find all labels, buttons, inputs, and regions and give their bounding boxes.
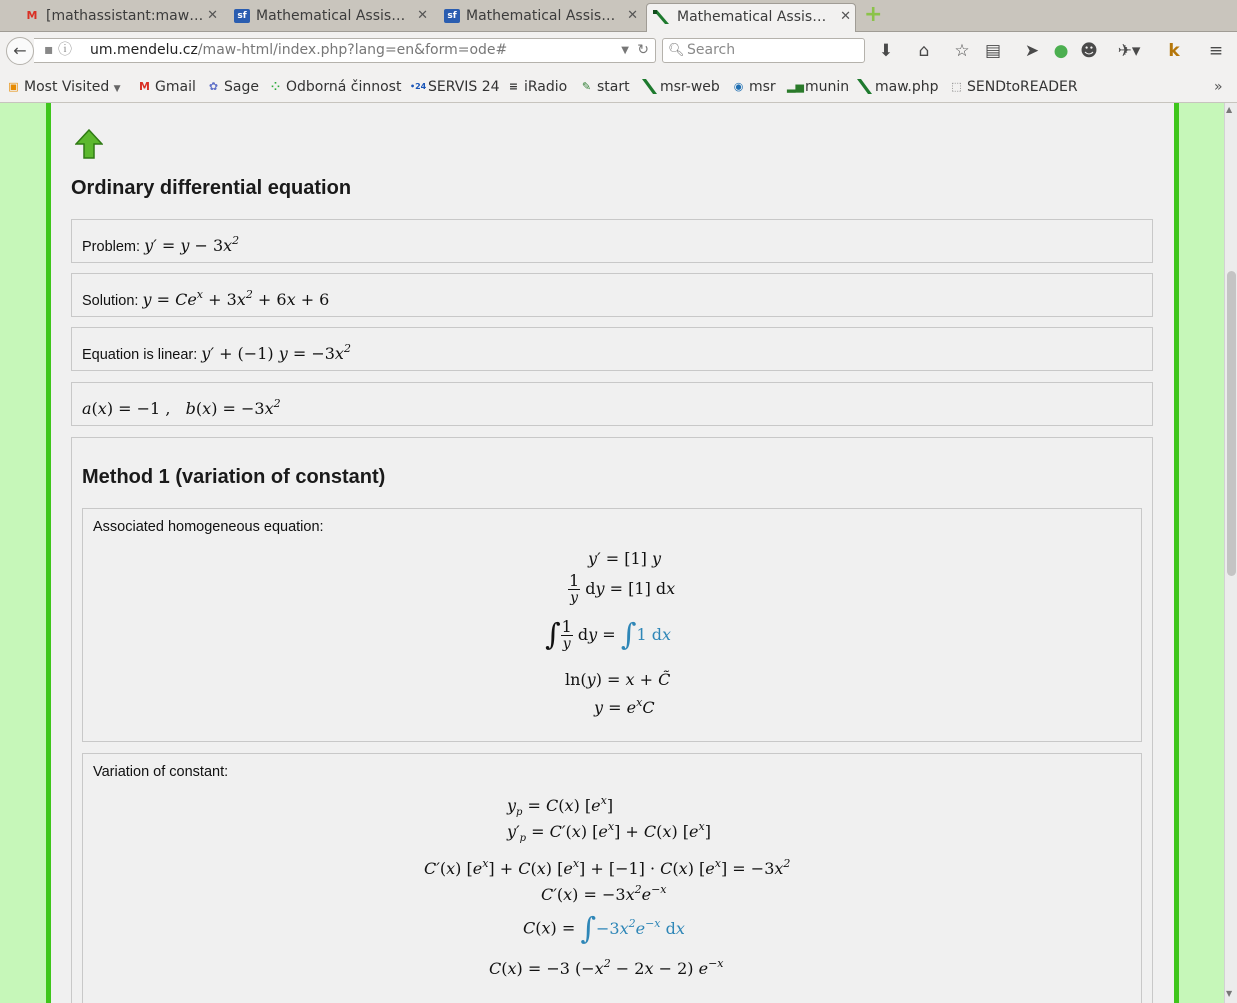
close-tab-icon[interactable]: ✕ [627,8,638,23]
send-icon[interactable]: ➤ [1024,41,1040,61]
bookmark-sendtoreader[interactable] [949,78,1078,96]
tab-sourceforge-2[interactable] [442,3,642,32]
tab-sourceforge-1[interactable] [232,3,432,32]
tab-gmail[interactable] [22,3,222,32]
bookmark-servis24[interactable] [410,78,500,96]
mendelu-icon [642,79,657,94]
equation-line: $C(x) = \int-3x^2e^{-x}$ dx [523,911,685,946]
search-input[interactable] [662,38,865,63]
navigation-toolbar [0,32,1237,70]
equation-line: $\frac{1}{y}$ dy = [1] dx [569,571,676,606]
sage-icon: ✿ [208,80,219,93]
coefficients-box [71,382,1153,426]
equation-line: $y_p = C(x)$ $[e^x]$ [507,794,614,819]
sourceforge-icon: sf [234,9,250,23]
page-title: Ordinary differential equation [71,177,352,199]
problem-label: Problem: [82,239,141,255]
munin-icon: ▂▅ [787,80,804,93]
chat-icon[interactable]: ☻ [1080,41,1098,61]
tab-strip [0,0,1237,32]
method-1-box [71,437,1153,1003]
search-placeholder: Search [687,42,736,58]
equation-line: ∫ $\frac{1}{y}$ dy = ∫1 dx [545,617,671,653]
equation-line: $y'_p = C'(x) [e^x] + C(x)$ $[e^x]$ [507,820,711,845]
bookmark-most-visited[interactable] [6,78,121,98]
bookmark-msr-web[interactable] [642,78,720,96]
new-tab-icon[interactable]: + [864,2,883,27]
hamburger-menu-icon[interactable]: ≡ [1208,41,1224,61]
globe-icon: ◉ [733,80,744,93]
sourceforge-icon: sf [444,9,460,23]
bookmarks-overflow-icon[interactable]: » [1214,79,1223,95]
tab-title: Mathematical Assis… [466,8,616,24]
bookmark-maw-php[interactable] [857,78,938,96]
linear-label: Equation is linear: [82,347,198,363]
equation-line: ln(y) = x + C̃ [565,670,671,689]
tab-active[interactable] [646,3,856,32]
coefficients-formula: a(x) = −1 , $b(x) = -3x^2$ [82,397,281,418]
close-tab-icon[interactable]: ✕ [840,9,851,24]
solution-label: Solution: [82,293,139,309]
history-dropdown-icon[interactable]: ▼ [621,45,629,56]
download-icon[interactable]: ⬇ [878,41,894,61]
bookmark-label: Sage [224,79,259,95]
extension-menu-icon[interactable]: ✈▾ [1117,41,1141,61]
bookmark-msr[interactable] [731,78,776,96]
bookmark-label: msr-web [660,79,720,95]
k-extension-icon[interactable]: k [1168,41,1180,61]
solution-formula: $y = Ce^x + 3x^2 + 6x + 6$ [142,288,330,309]
back-button[interactable]: ← [6,37,34,65]
search-icon: 🔍︎ [668,43,685,58]
bookmark-iradio[interactable] [506,78,567,96]
bookmark-label: Odborná činnost [286,79,402,95]
gmail-icon: M [139,80,150,93]
equation-line: $y = e^xC$ [594,696,655,717]
url-host: um.mendelu.cz [90,42,198,58]
bookmark-label: Most Visited [24,79,110,95]
bookmark-label: maw.php [875,79,939,95]
equation-line: y′ = [1] y [588,549,662,568]
reload-icon[interactable]: ↻ [637,42,649,58]
page-icon: ⬚ [951,80,962,93]
equation-line: C(x) = −3 $(-x^2 - 2x - 2)$ $e^{-x}$ [489,957,724,978]
servis24-icon: •24 [410,82,427,91]
homogeneous-label: Associated homogeneous equation: [93,519,324,535]
bookmark-sage[interactable] [206,78,259,96]
bookmark-start[interactable] [579,78,630,96]
solution-box [71,273,1153,317]
variation-label: Variation of constant: [93,764,229,780]
bookmark-label: SENDtoREADER [967,79,1078,95]
variation-section [82,753,1142,1003]
problem-formula: $y' = y - 3x^2$ [144,234,240,255]
method-title: Method 1 (variation of constant) [82,466,386,488]
equation-line: C′(x) $[e^x] + C(x) [e^x] + [-1] \cdot C(x) [e^x] = -3x^2$ [424,857,791,878]
mendelu-icon [857,79,872,94]
tab-title: Mathematical Assis… [677,9,827,25]
close-tab-icon[interactable]: ✕ [207,8,218,23]
pencil-icon: ✎ [581,80,592,93]
linear-formula: y′ + (−1) $y = -3x^2$ [201,342,351,363]
bookmark-odborna[interactable] [268,78,401,96]
page-content [46,103,1179,1003]
equation-line: $C'(x) = -3x^2e^{-x}$ [541,883,667,904]
url-path: /maw-html/index.php?lang=en&form=ode# [197,42,508,58]
bookmark-star-icon[interactable]: ☆ [954,41,970,61]
status-dot-icon[interactable]: ● [1053,41,1069,61]
close-tab-icon[interactable]: ✕ [417,8,428,23]
dots-icon: ⁘ [270,80,281,93]
bookmark-munin[interactable] [787,78,849,96]
url-bar[interactable] [34,38,656,63]
scrollbar-thumb[interactable] [1227,271,1236,576]
linear-box [71,327,1153,371]
site-info-icon[interactable]: ▪ ⓘ [44,42,72,58]
tab-title: Mathematical Assis… [256,8,406,24]
gmail-icon: M [26,9,38,22]
bookmark-label: Gmail [155,79,196,95]
homogeneous-section [82,508,1142,742]
folder-icon: ▣ [8,80,19,93]
up-arrow-icon[interactable] [75,129,103,159]
bookmark-gmail[interactable] [137,78,196,96]
vertical-scrollbar[interactable] [1224,103,1237,1003]
bookmark-label: start [597,79,630,95]
tab-title: [mathassistant:maw… [46,8,204,24]
bookmarks-toolbar [0,70,1237,103]
bookmark-label: iRadio [524,79,568,95]
scroll-up-icon[interactable]: ▲ [1226,105,1233,114]
reading-list-icon[interactable]: ▤ [984,41,1002,61]
bookmark-label: msr [749,79,776,95]
scroll-down-icon[interactable]: ▼ [1226,989,1233,998]
problem-box [71,219,1153,263]
home-icon[interactable]: ⌂ [918,41,930,61]
mendelu-icon [653,10,669,24]
list-icon: ≡ [508,80,519,93]
bookmark-label: munin [805,79,850,95]
chevron-down-icon: ▼ [113,84,121,94]
bookmark-label: SERVIS 24 [428,79,500,95]
